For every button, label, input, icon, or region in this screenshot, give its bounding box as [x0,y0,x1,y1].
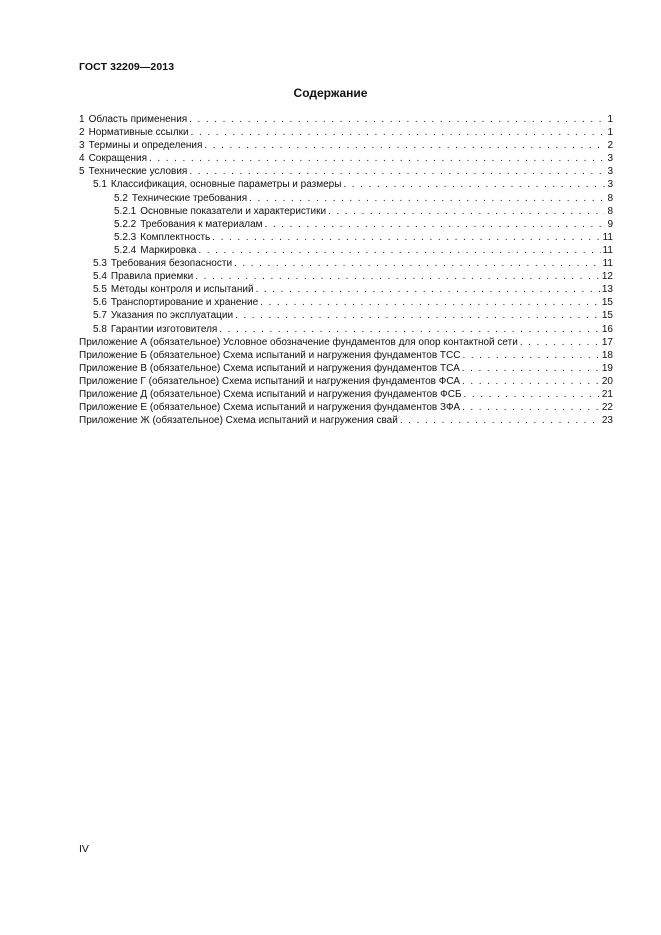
toc-entry[interactable] [79,401,613,414]
toc-entry-title: Сокращения [88,153,148,165]
toc-entry[interactable] [79,336,613,349]
toc-entry[interactable] [79,205,613,218]
toc-entry-page: 13 [601,284,613,296]
toc-entry-page: 21 [601,388,613,400]
toc-entry-number: 5.2.2 [114,218,137,230]
toc-entry-title: Область применения [88,114,188,125]
toc-entry[interactable] [79,165,613,178]
toc-entry-title: Комплектность [140,231,211,243]
toc-entry-number: 5.3 [93,258,107,270]
toc-entry-title: Приложение Г (обязательное) Схема испытаний и нагружения фундаментов ФСА [79,375,461,387]
toc-entry[interactable] [79,257,613,270]
toc-entry-page: 12 [601,271,613,283]
toc-entry-number: 5 [79,166,85,178]
toc-entry-number: 5.2.1 [114,205,137,217]
toc-entry[interactable] [79,323,613,336]
toc-dot-leader [464,388,600,401]
toc-entry[interactable] [79,283,613,296]
toc-entry[interactable] [79,270,613,283]
toc-entry-page: 11 [602,231,613,243]
toc-dot-leader [149,152,605,165]
toc-entry-number: 5.5 [93,284,107,296]
toc-dot-leader [265,218,606,231]
toc-entry[interactable] [79,362,613,375]
toc-dot-leader [204,139,605,152]
toc-dot-leader [212,231,600,244]
toc-dot-leader [191,126,606,139]
toc-entry-page: 3 [607,153,613,165]
toc-entry[interactable] [79,244,613,257]
toc-entry-number: 5.7 [93,310,107,322]
page-number: IV [79,843,89,855]
toc-entry-page: 17 [601,336,613,348]
toc-entry-page: 18 [601,349,613,361]
toc-entry-title: Технические условия [88,166,188,178]
toc-entry-title: Приложение Б (обязательное) Схема испытаний и нагружения фундаментов ТСС [79,349,461,361]
toc-entry-title: Гарантии изготовителя [110,323,218,335]
toc-entry-page: 11 [602,244,613,256]
toc-dot-leader [462,375,600,388]
toc-entry-number: 5.2 [114,192,128,204]
toc-entry-page: 9 [607,218,613,230]
toc-dot-leader [195,270,600,283]
toc-entry-page: 1 [607,127,613,139]
toc-entry-number: 5.2.3 [114,231,137,243]
toc-dot-leader [462,349,599,362]
toc-entry[interactable] [79,375,613,388]
toc-entry-title: Нормативные ссылки [88,127,189,139]
toc-entry[interactable] [79,192,613,205]
toc-entry-number: 2 [79,127,85,139]
toc-entry-title: Указания по эксплуатации [110,310,234,322]
toc-entry[interactable] [79,126,613,139]
toc-dot-leader [520,336,600,349]
document-code-header: ГОСТ 32209—2013 [79,61,175,73]
toc-entry[interactable] [79,113,613,126]
toc-entry-page: 20 [601,375,613,387]
toc-entry-number: 4 [79,153,85,165]
toc-entry[interactable] [79,309,613,322]
toc-entry-page: 23 [601,415,613,427]
toc-entry-page: 15 [601,297,613,309]
toc-entry-page: 2 [607,140,613,152]
toc-dot-leader [189,113,605,126]
toc-entry-title: Приложение В (обязательное) Схема испытаний и нагружения фундаментов ТСА [79,362,460,374]
toc-entry[interactable] [79,414,613,427]
toc-entry-number: 5.8 [93,323,107,335]
toc-entry-title: Классификация, основные параметры и размеры [110,179,342,191]
toc-dot-leader [256,283,600,296]
toc-entry-title: Маркировка [140,244,197,256]
toc-entry-title: Правила приемки [110,271,194,283]
toc-entry-number: 1 [79,114,85,125]
toc-entry-number: 5.2.4 [114,244,137,256]
toc-entry-title: Методы контроля и испытаний [110,284,254,296]
toc-entry-title: Приложение Ж (обязательное) Схема испытаний и нагружения свай [79,415,398,427]
toc-entry[interactable] [79,231,613,244]
toc-entry[interactable] [79,152,613,165]
toc-entry-page: 15 [601,310,613,322]
toc-entry-page: 8 [607,192,613,204]
toc-entry[interactable] [79,296,613,309]
toc-entry-title: Приложение А (обязательное) Условное обозначение фундаментов для опор контактной сети [79,336,518,348]
toc-entry[interactable] [79,349,613,362]
toc-entry-title: Основные показатели и характеристики [140,205,327,217]
toc-title: Содержание [293,86,368,100]
toc-dot-leader [260,296,600,309]
toc-dot-leader [462,362,600,375]
toc-entry[interactable] [79,388,613,401]
toc-dot-leader [234,257,601,270]
toc-entry-page: 19 [601,362,613,374]
toc-entry-title: Приложение Д (обязательное) Схема испытаний и нагружения фундаментов ФСБ [79,388,462,400]
toc-entry-title: Термины и определения [88,140,203,152]
toc-entry-page: 1 [607,114,613,125]
toc-entry-page: 22 [601,402,613,414]
toc-dot-leader [343,178,605,191]
toc-entry-page: 3 [607,166,613,178]
toc-entry-number: 5.6 [93,297,107,309]
toc-entry-page: 11 [602,258,613,270]
toc-dot-leader [235,309,600,322]
toc-dot-leader [198,244,600,257]
toc-dot-leader [462,401,600,414]
toc-entry-page: 3 [607,179,613,191]
toc-entry-page: 8 [607,205,613,217]
toc-entry-title: Требования безопасности [110,258,233,270]
toc-entry-number: 5.1 [93,179,107,191]
toc-entry-title: Транспортирование и хранение [110,297,259,309]
toc-entry-title: Требования к материалам [140,218,263,230]
toc-entry-title: Технические требования [131,192,248,204]
toc-entry[interactable] [79,218,613,231]
toc-entry[interactable] [79,178,613,191]
toc-dot-leader [219,323,600,336]
toc-entry-title: Приложение Е (обязательное) Схема испытаний и нагружения фундаментов ЗФА [79,402,460,414]
toc-entry-number: 3 [79,140,85,152]
toc-dot-leader [249,192,605,205]
toc-dot-leader [400,414,600,427]
toc-entry-number: 5.4 [93,271,107,283]
table-of-contents [79,113,613,427]
toc-dot-leader [328,205,605,218]
toc-entry-page: 16 [601,323,613,335]
toc-entry[interactable] [79,139,613,152]
toc-dot-leader [189,165,605,178]
